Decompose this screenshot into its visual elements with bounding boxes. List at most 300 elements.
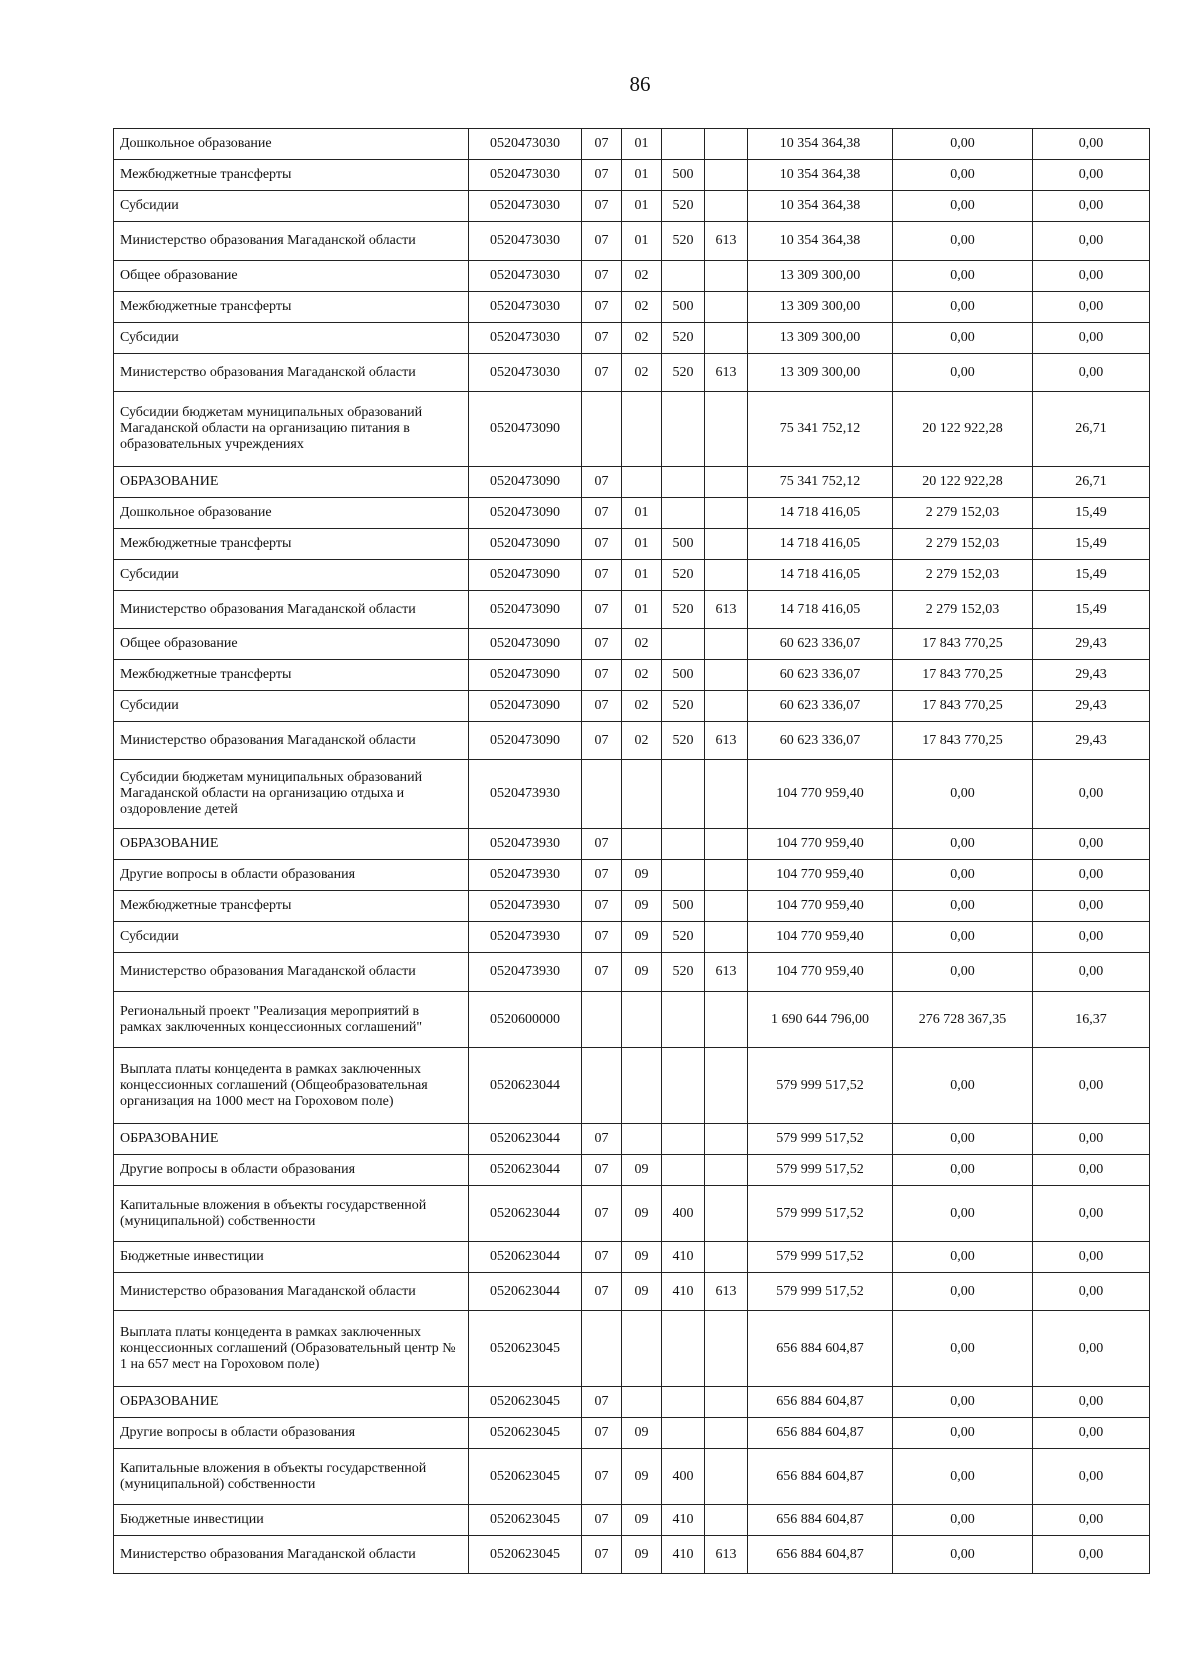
execution-percent: 29,43 <box>1033 691 1150 722</box>
plan-amount: 60 623 336,07 <box>748 691 893 722</box>
plan-amount: 656 884 604,87 <box>748 1449 893 1505</box>
expense-type-code <box>662 992 705 1048</box>
execution-percent: 0,00 <box>1033 1273 1150 1311</box>
plan-amount: 75 341 752,12 <box>748 467 893 498</box>
section-code <box>582 1048 622 1124</box>
grbs-code: 613 <box>705 222 748 261</box>
execution-percent: 26,71 <box>1033 392 1150 467</box>
expense-type-code: 410 <box>662 1242 705 1273</box>
row-name: Министерство образования Магаданской области <box>114 354 469 392</box>
target-code: 0520473930 <box>469 922 582 953</box>
target-code: 0520473090 <box>469 629 582 660</box>
subsection-code: 02 <box>622 261 662 292</box>
grbs-code <box>705 529 748 560</box>
table-row <box>114 467 1150 498</box>
executed-amount: 0,00 <box>893 129 1033 160</box>
section-code: 07 <box>582 354 622 392</box>
executed-amount: 17 843 770,25 <box>893 691 1033 722</box>
plan-amount: 656 884 604,87 <box>748 1311 893 1387</box>
expense-type-code <box>662 129 705 160</box>
target-code: 0520473030 <box>469 222 582 261</box>
grbs-code: 613 <box>705 1536 748 1574</box>
executed-amount: 20 122 922,28 <box>893 467 1033 498</box>
target-code: 0520473930 <box>469 891 582 922</box>
target-code: 0520600000 <box>469 992 582 1048</box>
row-name: Субсидии <box>114 922 469 953</box>
target-code: 0520473090 <box>469 691 582 722</box>
section-code <box>582 760 622 829</box>
grbs-code <box>705 1155 748 1186</box>
section-code: 07 <box>582 829 622 860</box>
subsection-code: 02 <box>622 323 662 354</box>
plan-amount: 14 718 416,05 <box>748 498 893 529</box>
table-row <box>114 629 1150 660</box>
subsection-code: 09 <box>622 1505 662 1536</box>
plan-amount: 60 623 336,07 <box>748 660 893 691</box>
row-name: Дошкольное образование <box>114 129 469 160</box>
grbs-code: 613 <box>705 953 748 992</box>
expense-type-code: 520 <box>662 354 705 392</box>
execution-percent: 15,49 <box>1033 529 1150 560</box>
grbs-code <box>705 660 748 691</box>
execution-percent: 15,49 <box>1033 591 1150 629</box>
target-code: 0520623045 <box>469 1449 582 1505</box>
plan-amount: 104 770 959,40 <box>748 953 893 992</box>
execution-percent: 0,00 <box>1033 1124 1150 1155</box>
row-name: Субсидии <box>114 323 469 354</box>
grbs-code <box>705 498 748 529</box>
executed-amount: 0,00 <box>893 1048 1033 1124</box>
executed-amount: 0,00 <box>893 222 1033 261</box>
grbs-code <box>705 191 748 222</box>
subsection-code <box>622 1387 662 1418</box>
section-code: 07 <box>582 629 622 660</box>
grbs-code <box>705 992 748 1048</box>
execution-percent: 15,49 <box>1033 498 1150 529</box>
target-code: 0520623044 <box>469 1155 582 1186</box>
plan-amount: 1 690 644 796,00 <box>748 992 893 1048</box>
execution-percent: 0,00 <box>1033 860 1150 891</box>
expense-type-code: 410 <box>662 1536 705 1574</box>
table-row <box>114 953 1150 992</box>
target-code: 0520473090 <box>469 591 582 629</box>
expense-type-code: 500 <box>662 160 705 191</box>
target-code: 0520473090 <box>469 498 582 529</box>
table-row <box>114 829 1150 860</box>
execution-percent: 0,00 <box>1033 1536 1150 1574</box>
subsection-code: 01 <box>622 498 662 529</box>
section-code: 07 <box>582 129 622 160</box>
section-code: 07 <box>582 1536 622 1574</box>
target-code: 0520623045 <box>469 1505 582 1536</box>
grbs-code <box>705 160 748 191</box>
section-code: 07 <box>582 1449 622 1505</box>
subsection-code: 01 <box>622 529 662 560</box>
row-name: Выплата платы концедента в рамках заключенных концессионных соглашений (Образовательный центр № 1 на 657 мест на Гороховом поле) <box>114 1311 469 1387</box>
executed-amount: 20 122 922,28 <box>893 392 1033 467</box>
row-name: Капитальные вложения в объекты государственной (муниципальной) собственности <box>114 1449 469 1505</box>
plan-amount: 104 770 959,40 <box>748 860 893 891</box>
expense-type-code: 520 <box>662 222 705 261</box>
grbs-code <box>705 860 748 891</box>
grbs-code <box>705 292 748 323</box>
plan-amount: 14 718 416,05 <box>748 529 893 560</box>
target-code: 0520623045 <box>469 1387 582 1418</box>
target-code: 0520473090 <box>469 392 582 467</box>
plan-amount: 656 884 604,87 <box>748 1536 893 1574</box>
target-code: 0520473930 <box>469 953 582 992</box>
execution-percent: 0,00 <box>1033 1186 1150 1242</box>
row-name: Другие вопросы в области образования <box>114 860 469 891</box>
row-name: Межбюджетные трансферты <box>114 529 469 560</box>
row-name: Другие вопросы в области образования <box>114 1418 469 1449</box>
section-code: 07 <box>582 222 622 261</box>
table-row <box>114 722 1150 760</box>
plan-amount: 656 884 604,87 <box>748 1505 893 1536</box>
row-name: ОБРАЗОВАНИЕ <box>114 1387 469 1418</box>
execution-percent: 0,00 <box>1033 261 1150 292</box>
executed-amount: 0,00 <box>893 829 1033 860</box>
table-row <box>114 691 1150 722</box>
target-code: 0520473030 <box>469 129 582 160</box>
table-row <box>114 560 1150 591</box>
row-name: Бюджетные инвестиции <box>114 1242 469 1273</box>
plan-amount: 13 309 300,00 <box>748 323 893 354</box>
target-code: 0520473030 <box>469 261 582 292</box>
section-code: 07 <box>582 722 622 760</box>
target-code: 0520473030 <box>469 354 582 392</box>
grbs-code <box>705 392 748 467</box>
grbs-code <box>705 467 748 498</box>
executed-amount: 0,00 <box>893 1505 1033 1536</box>
expense-type-code: 520 <box>662 560 705 591</box>
execution-percent: 0,00 <box>1033 222 1150 261</box>
expense-type-code <box>662 860 705 891</box>
target-code: 0520473930 <box>469 829 582 860</box>
executed-amount: 0,00 <box>893 891 1033 922</box>
table-row <box>114 1155 1150 1186</box>
execution-percent: 0,00 <box>1033 160 1150 191</box>
subsection-code <box>622 829 662 860</box>
table-row <box>114 1048 1150 1124</box>
expense-type-code: 400 <box>662 1449 705 1505</box>
executed-amount: 0,00 <box>893 1186 1033 1242</box>
plan-amount: 75 341 752,12 <box>748 392 893 467</box>
execution-percent: 0,00 <box>1033 1449 1150 1505</box>
table-row <box>114 660 1150 691</box>
executed-amount: 0,00 <box>893 354 1033 392</box>
row-name: Бюджетные инвестиции <box>114 1505 469 1536</box>
executed-amount: 0,00 <box>893 1155 1033 1186</box>
execution-percent: 0,00 <box>1033 891 1150 922</box>
table-row <box>114 529 1150 560</box>
executed-amount: 0,00 <box>893 860 1033 891</box>
grbs-code <box>705 629 748 660</box>
execution-percent: 0,00 <box>1033 191 1150 222</box>
execution-percent: 0,00 <box>1033 1418 1150 1449</box>
plan-amount: 579 999 517,52 <box>748 1242 893 1273</box>
subsection-code: 09 <box>622 1242 662 1273</box>
section-code: 07 <box>582 891 622 922</box>
section-code: 07 <box>582 160 622 191</box>
expense-type-code <box>662 261 705 292</box>
target-code: 0520473090 <box>469 722 582 760</box>
section-code: 07 <box>582 860 622 891</box>
execution-percent: 0,00 <box>1033 323 1150 354</box>
section-code: 07 <box>582 529 622 560</box>
executed-amount: 0,00 <box>893 1418 1033 1449</box>
subsection-code: 02 <box>622 660 662 691</box>
section-code: 07 <box>582 292 622 323</box>
row-name: Региональный проект "Реализация мероприятий в рамках заключенных концессионных соглашений" <box>114 992 469 1048</box>
row-name: Министерство образования Магаданской области <box>114 722 469 760</box>
row-name: Выплата платы концедента в рамках заключенных концессионных соглашений (Общеобразовательная организация на 1000 мест на Гороховом поле) <box>114 1048 469 1124</box>
target-code: 0520623044 <box>469 1242 582 1273</box>
expense-type-code: 520 <box>662 591 705 629</box>
expense-type-code: 500 <box>662 891 705 922</box>
subsection-code: 02 <box>622 354 662 392</box>
subsection-code <box>622 392 662 467</box>
grbs-code <box>705 1048 748 1124</box>
row-name: ОБРАЗОВАНИЕ <box>114 1124 469 1155</box>
section-code <box>582 1311 622 1387</box>
target-code: 0520623044 <box>469 1273 582 1311</box>
plan-amount: 14 718 416,05 <box>748 591 893 629</box>
section-code: 07 <box>582 953 622 992</box>
execution-percent: 29,43 <box>1033 629 1150 660</box>
expense-type-code <box>662 1048 705 1124</box>
grbs-code <box>705 323 748 354</box>
table-row <box>114 160 1150 191</box>
grbs-code <box>705 760 748 829</box>
execution-percent: 0,00 <box>1033 760 1150 829</box>
grbs-code: 613 <box>705 1273 748 1311</box>
execution-percent: 0,00 <box>1033 1242 1150 1273</box>
subsection-code: 09 <box>622 860 662 891</box>
row-name: Министерство образования Магаданской области <box>114 1536 469 1574</box>
row-name: Субсидии бюджетам муниципальных образований Магаданской области на организацию питания в образовательных учреждениях <box>114 392 469 467</box>
executed-amount: 2 279 152,03 <box>893 591 1033 629</box>
row-name: ОБРАЗОВАНИЕ <box>114 829 469 860</box>
budget-table <box>113 128 1150 1574</box>
section-code <box>582 992 622 1048</box>
executed-amount: 0,00 <box>893 1273 1033 1311</box>
table-row <box>114 292 1150 323</box>
plan-amount: 104 770 959,40 <box>748 891 893 922</box>
subsection-code: 09 <box>622 1155 662 1186</box>
expense-type-code <box>662 1418 705 1449</box>
table-row <box>114 992 1150 1048</box>
execution-percent: 0,00 <box>1033 953 1150 992</box>
execution-percent: 29,43 <box>1033 660 1150 691</box>
target-code: 0520473090 <box>469 467 582 498</box>
grbs-code <box>705 1186 748 1242</box>
executed-amount: 17 843 770,25 <box>893 629 1033 660</box>
subsection-code: 01 <box>622 591 662 629</box>
subsection-code: 09 <box>622 922 662 953</box>
table-row <box>114 323 1150 354</box>
row-name: Министерство образования Магаданской области <box>114 953 469 992</box>
row-name: Дошкольное образование <box>114 498 469 529</box>
section-code: 07 <box>582 922 622 953</box>
grbs-code <box>705 560 748 591</box>
expense-type-code: 520 <box>662 722 705 760</box>
execution-percent: 26,71 <box>1033 467 1150 498</box>
row-name: Другие вопросы в области образования <box>114 1155 469 1186</box>
table-row <box>114 1186 1150 1242</box>
execution-percent: 0,00 <box>1033 922 1150 953</box>
expense-type-code: 520 <box>662 191 705 222</box>
section-code: 07 <box>582 560 622 591</box>
row-name: Общее образование <box>114 629 469 660</box>
table-row <box>114 891 1150 922</box>
section-code: 07 <box>582 1387 622 1418</box>
expense-type-code <box>662 629 705 660</box>
plan-amount: 13 309 300,00 <box>748 354 893 392</box>
grbs-code <box>705 261 748 292</box>
grbs-code <box>705 829 748 860</box>
section-code: 07 <box>582 660 622 691</box>
row-name: Министерство образования Магаданской области <box>114 591 469 629</box>
plan-amount: 656 884 604,87 <box>748 1387 893 1418</box>
target-code: 0520473090 <box>469 529 582 560</box>
table-row <box>114 860 1150 891</box>
executed-amount: 0,00 <box>893 1536 1033 1574</box>
subsection-code: 01 <box>622 191 662 222</box>
target-code: 0520623044 <box>469 1124 582 1155</box>
executed-amount: 0,00 <box>893 1311 1033 1387</box>
execution-percent: 0,00 <box>1033 1048 1150 1124</box>
executed-amount: 0,00 <box>893 1449 1033 1505</box>
plan-amount: 13 309 300,00 <box>748 261 893 292</box>
grbs-code <box>705 1311 748 1387</box>
page-number: 86 <box>629 72 651 96</box>
target-code: 0520473030 <box>469 160 582 191</box>
grbs-code <box>705 129 748 160</box>
target-code: 0520473030 <box>469 292 582 323</box>
expense-type-code <box>662 392 705 467</box>
row-name: Капитальные вложения в объекты государственной (муниципальной) собственности <box>114 1186 469 1242</box>
section-code: 07 <box>582 1155 622 1186</box>
grbs-code <box>705 1242 748 1273</box>
plan-amount: 656 884 604,87 <box>748 1418 893 1449</box>
execution-percent: 0,00 <box>1033 829 1150 860</box>
section-code: 07 <box>582 467 622 498</box>
section-code: 07 <box>582 323 622 354</box>
subsection-code: 09 <box>622 1273 662 1311</box>
plan-amount: 60 623 336,07 <box>748 629 893 660</box>
executed-amount: 2 279 152,03 <box>893 560 1033 591</box>
expense-type-code: 400 <box>662 1186 705 1242</box>
table-row <box>114 760 1150 829</box>
plan-amount: 10 354 364,38 <box>748 129 893 160</box>
subsection-code <box>622 467 662 498</box>
row-name: Субсидии бюджетам муниципальных образований Магаданской области на организацию отдыха и оздоровление детей <box>114 760 469 829</box>
grbs-code: 613 <box>705 354 748 392</box>
subsection-code: 02 <box>622 691 662 722</box>
section-code: 07 <box>582 691 622 722</box>
table-row <box>114 222 1150 261</box>
table-row <box>114 1124 1150 1155</box>
table-row <box>114 1505 1150 1536</box>
plan-amount: 10 354 364,38 <box>748 191 893 222</box>
executed-amount: 0,00 <box>893 323 1033 354</box>
subsection-code <box>622 992 662 1048</box>
table-row <box>114 191 1150 222</box>
table-row <box>114 591 1150 629</box>
expense-type-code <box>662 467 705 498</box>
target-code: 0520473090 <box>469 660 582 691</box>
executed-amount: 2 279 152,03 <box>893 529 1033 560</box>
plan-amount: 60 623 336,07 <box>748 722 893 760</box>
target-code: 0520623044 <box>469 1186 582 1242</box>
grbs-code <box>705 691 748 722</box>
execution-percent: 0,00 <box>1033 1311 1150 1387</box>
table-row <box>114 1418 1150 1449</box>
grbs-code <box>705 1124 748 1155</box>
grbs-code <box>705 1449 748 1505</box>
expense-type-code <box>662 498 705 529</box>
row-name: Межбюджетные трансферты <box>114 660 469 691</box>
expense-type-code: 520 <box>662 953 705 992</box>
execution-percent: 0,00 <box>1033 354 1150 392</box>
plan-amount: 579 999 517,52 <box>748 1155 893 1186</box>
executed-amount: 0,00 <box>893 261 1033 292</box>
table-row <box>114 1449 1150 1505</box>
plan-amount: 579 999 517,52 <box>748 1186 893 1242</box>
executed-amount: 0,00 <box>893 191 1033 222</box>
subsection-code: 02 <box>622 722 662 760</box>
executed-amount: 276 728 367,35 <box>893 992 1033 1048</box>
plan-amount: 10 354 364,38 <box>748 160 893 191</box>
table-row <box>114 129 1150 160</box>
row-name: Министерство образования Магаданской области <box>114 1273 469 1311</box>
plan-amount: 579 999 517,52 <box>748 1273 893 1311</box>
expense-type-code <box>662 1124 705 1155</box>
expense-type-code: 500 <box>662 660 705 691</box>
expense-type-code <box>662 1311 705 1387</box>
table-row <box>114 1536 1150 1574</box>
expense-type-code: 410 <box>662 1505 705 1536</box>
subsection-code: 01 <box>622 160 662 191</box>
executed-amount: 17 843 770,25 <box>893 660 1033 691</box>
subsection-code: 01 <box>622 560 662 591</box>
plan-amount: 14 718 416,05 <box>748 560 893 591</box>
table-row <box>114 1311 1150 1387</box>
table-row <box>114 1387 1150 1418</box>
table-row <box>114 1273 1150 1311</box>
row-name: Межбюджетные трансферты <box>114 160 469 191</box>
section-code <box>582 392 622 467</box>
target-code: 0520623044 <box>469 1048 582 1124</box>
executed-amount: 0,00 <box>893 292 1033 323</box>
execution-percent: 0,00 <box>1033 1155 1150 1186</box>
execution-percent: 16,37 <box>1033 992 1150 1048</box>
expense-type-code <box>662 1387 705 1418</box>
executed-amount: 2 279 152,03 <box>893 498 1033 529</box>
subsection-code <box>622 760 662 829</box>
table-row <box>114 498 1150 529</box>
execution-percent: 0,00 <box>1033 1505 1150 1536</box>
expense-type-code: 520 <box>662 922 705 953</box>
expense-type-code <box>662 829 705 860</box>
table-row <box>114 392 1150 467</box>
plan-amount: 104 770 959,40 <box>748 760 893 829</box>
row-name: ОБРАЗОВАНИЕ <box>114 467 469 498</box>
target-code: 0520473930 <box>469 860 582 891</box>
execution-percent: 29,43 <box>1033 722 1150 760</box>
target-code: 0520473030 <box>469 191 582 222</box>
